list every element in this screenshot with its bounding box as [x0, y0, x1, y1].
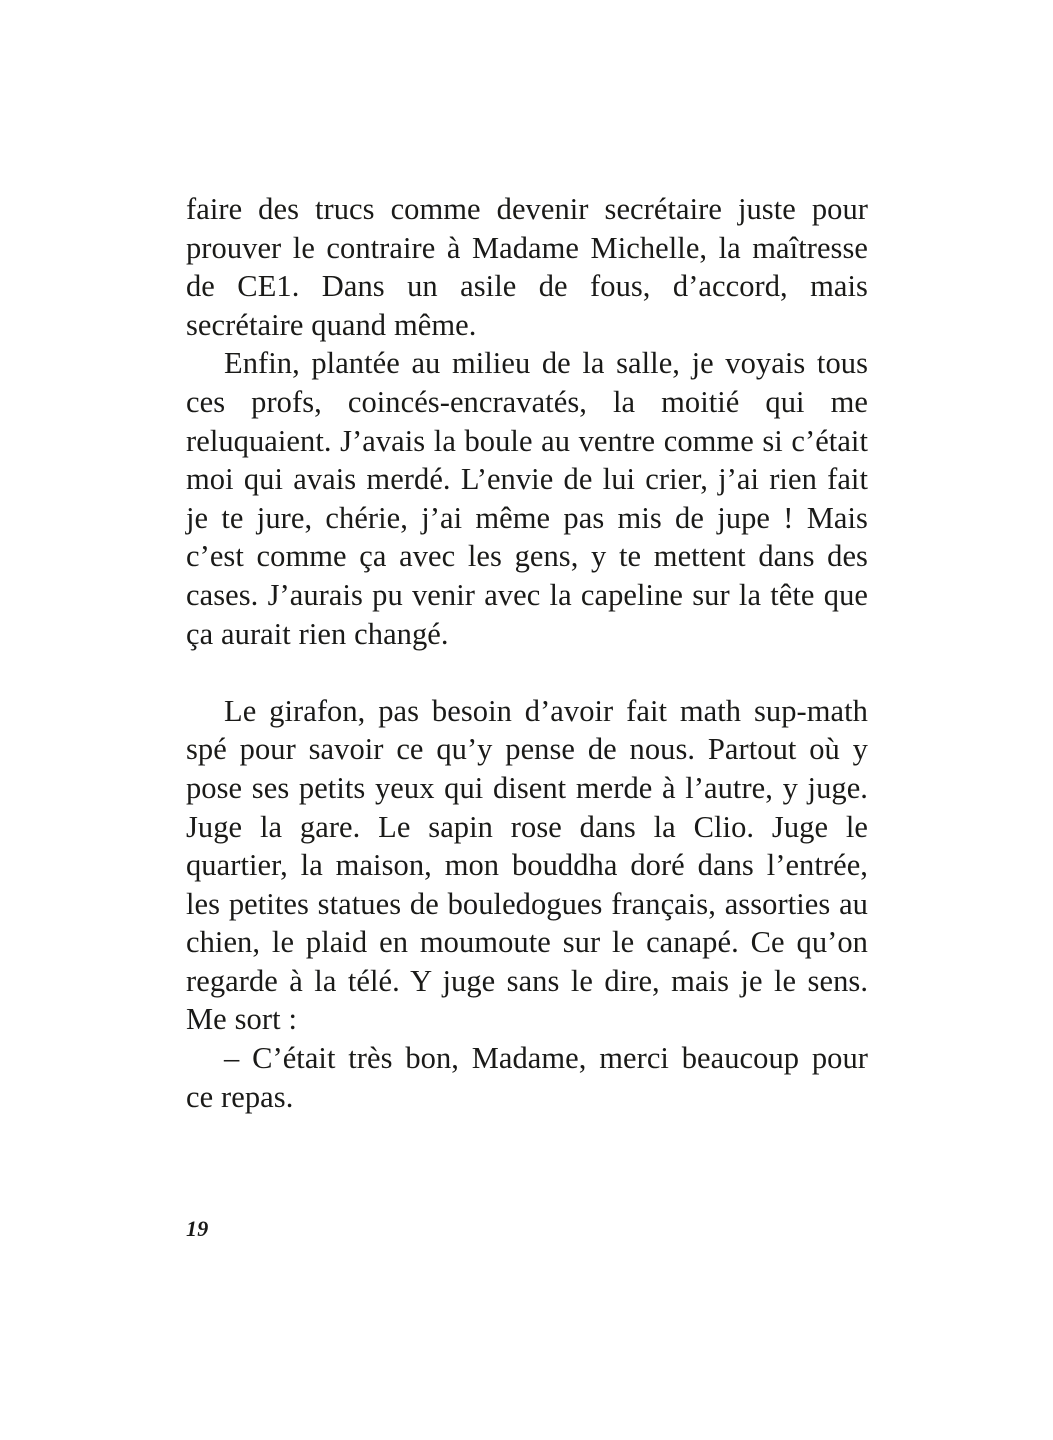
- paragraph-3: Le girafon, pas besoin d’avoir fait math sup-math spé pour savoir ce qu’y pense de nous. Partout où y pose ses petits yeux qui disent merde à l’autre, y juge. Juge la gare. Le sapin rose dans la Clio. Juge le quartier, la maison, mon bouddha doré dans l’entrée, les petites statues de bouledogues français, assorties au chien, le plaid en moumoute sur le canapé. Ce qu’on regarde à la télé. Y juge sans le dire, mais je le sens. Me sort :: [186, 693, 868, 1037]
- paragraph-4-dialogue: – C’était très bon, Madame, merci beaucoup pour ce repas.: [186, 1041, 868, 1114]
- paragraph-2: Enfin, plantée au milieu de la salle, je voyais tous ces profs, coincés-encravatés, la moitié qui me reluquaient. J’avais la boule au ventre comme si c’était moi qui avais merdé. L’envie de lui crier, j’ai rien fait je te jure, chérie, j’ai même pas mis de jupe ! Mais c’est comme ça avec les gens, y te mettent dans des cases. J’aurais pu venir avec la capeline sur la tête que ça aurait rien changé.: [186, 346, 868, 651]
- paragraph-1: faire des trucs comme devenir secrétaire juste pour prouver le contraire à Madame Michelle, la maîtresse de CE1. Dans un asile de fous, d’accord, mais secrétaire quand même.: [186, 192, 868, 342]
- page-number: 19: [186, 1216, 209, 1241]
- page-text-block: [186, 190, 868, 1116]
